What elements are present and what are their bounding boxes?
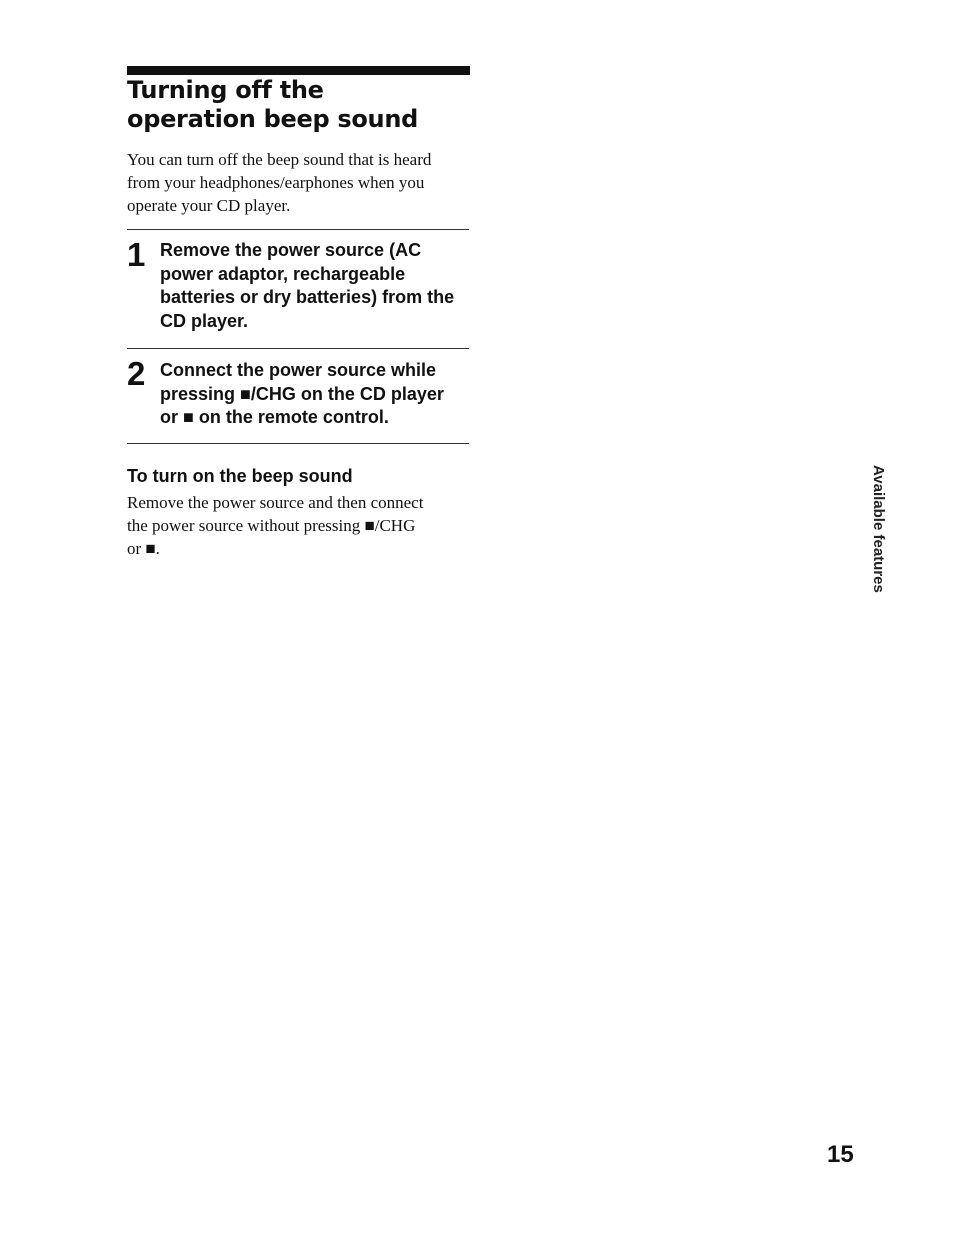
step-line: Connect the power source while (160, 360, 437, 380)
step-line: or ■ on the remote control. (160, 407, 389, 427)
divider (127, 229, 469, 230)
page-title-line: Turning off the (127, 76, 324, 104)
intro-line: operate your CD player. (127, 196, 291, 215)
page-title (127, 76, 487, 134)
subsection-line: or ■. (127, 539, 160, 558)
intro-line: from your headphones/earphones when you (127, 173, 425, 192)
step-line: Remove the power source (AC (160, 240, 422, 260)
intro-paragraph (127, 148, 477, 217)
section-header-bar (127, 66, 470, 75)
side-tab (866, 465, 890, 593)
subsection-heading: To turn on the beep sound (127, 466, 353, 486)
page-number: 15 (827, 1141, 854, 1168)
subsection-line: the power source without pressing ■/CHG (127, 516, 416, 535)
page-title-line: operation beep sound (127, 105, 419, 133)
step-line: batteries or dry batteries) from the (160, 287, 455, 307)
step-number: 1 (127, 236, 146, 273)
divider (127, 443, 469, 444)
step-line: CD player. (160, 310, 249, 331)
step-instruction (160, 239, 480, 333)
intro-line: You can turn off the beep sound that is heard (127, 150, 432, 169)
subsection-line: Remove the power source and then connect (127, 493, 424, 512)
step-number: 2 (127, 355, 146, 392)
step-line: power adaptor, rechargeable (160, 263, 406, 284)
side-tab-label: Available features (870, 465, 887, 593)
step-line: pressing ■/CHG on the CD player (160, 383, 444, 404)
divider (127, 348, 469, 349)
step-instruction (160, 359, 480, 430)
subsection-paragraph (127, 491, 477, 560)
